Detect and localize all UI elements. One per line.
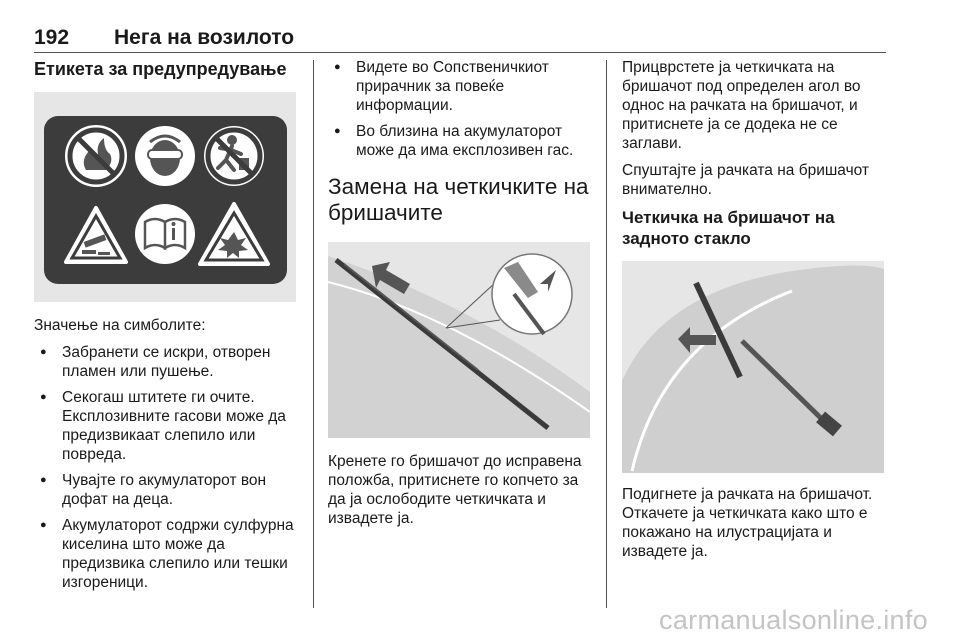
attach-blade-paragraph: Прицврстете ја четкичката на бришачот под определен агол во однос на рачката на бришачот, и притиснете ја се додека не се заглави. xyxy=(622,59,861,152)
wiper-blade-illustration xyxy=(328,242,590,438)
symbols-list-continued xyxy=(328,58,594,160)
rear-wiper-caption: Подигнете ја рачката на бришачот. Откачете ја четкичката како што е покажано на илустрацијата и извадете ја. xyxy=(622,486,873,560)
lower-arm-paragraph: Спуштајте ја рачката на бришачот внимателно. xyxy=(622,162,870,198)
warning-label-illustration xyxy=(34,92,296,302)
column-1 xyxy=(34,58,300,599)
page-number: 192 xyxy=(34,26,70,49)
section-heading-rear-wiper: Четкичка на бришачот на задното стакло xyxy=(622,208,835,248)
list-item: ● Во близина на акумулаторот може да има експлозивен гас. xyxy=(328,122,594,160)
column-divider xyxy=(313,60,314,608)
column-3 xyxy=(622,58,892,569)
list-item: ● Секогаш штитете ги очите. Експлозивните гасови може да предизвикаат слепило или повреда. xyxy=(34,388,300,464)
page-header xyxy=(34,24,886,53)
section-heading-wiper-replacement: Замена на четкичките на бришачите xyxy=(328,174,589,225)
list-item: ● Забранети се искри, отворен пламен или пушење. xyxy=(34,343,300,381)
wiper-caption: Кренете го бришачот до исправена положба, притиснете го копчето за да ја ослободите четкичката и извадете ја. xyxy=(328,453,582,527)
symbols-intro: Значење на симболите: xyxy=(34,317,206,334)
section-heading-warning-label: Етикета за предупредување xyxy=(34,59,287,79)
symbols-list xyxy=(34,343,300,592)
list-item: ● Чувајте го акумулаторот вон дофат на деца. xyxy=(34,471,300,509)
rear-wiper-illustration xyxy=(622,261,884,473)
column-2 xyxy=(328,58,594,536)
list-item: ● Акумулаторот содржи сулфурна киселина што може да предизвика слепило или тешки изгореници. xyxy=(34,516,300,592)
page-title: Нега на возилото xyxy=(114,26,295,49)
list-item: ● Видете во Сопственичкиот прирачник за повеќе информации. xyxy=(328,58,594,115)
keep-from-children-icon xyxy=(204,126,264,186)
watermark: carmanualsonline.info xyxy=(659,605,928,635)
eye-protection-icon xyxy=(135,126,195,186)
no-fire-icon xyxy=(66,126,126,186)
manual-book-icon xyxy=(135,204,195,264)
column-divider xyxy=(606,60,607,608)
